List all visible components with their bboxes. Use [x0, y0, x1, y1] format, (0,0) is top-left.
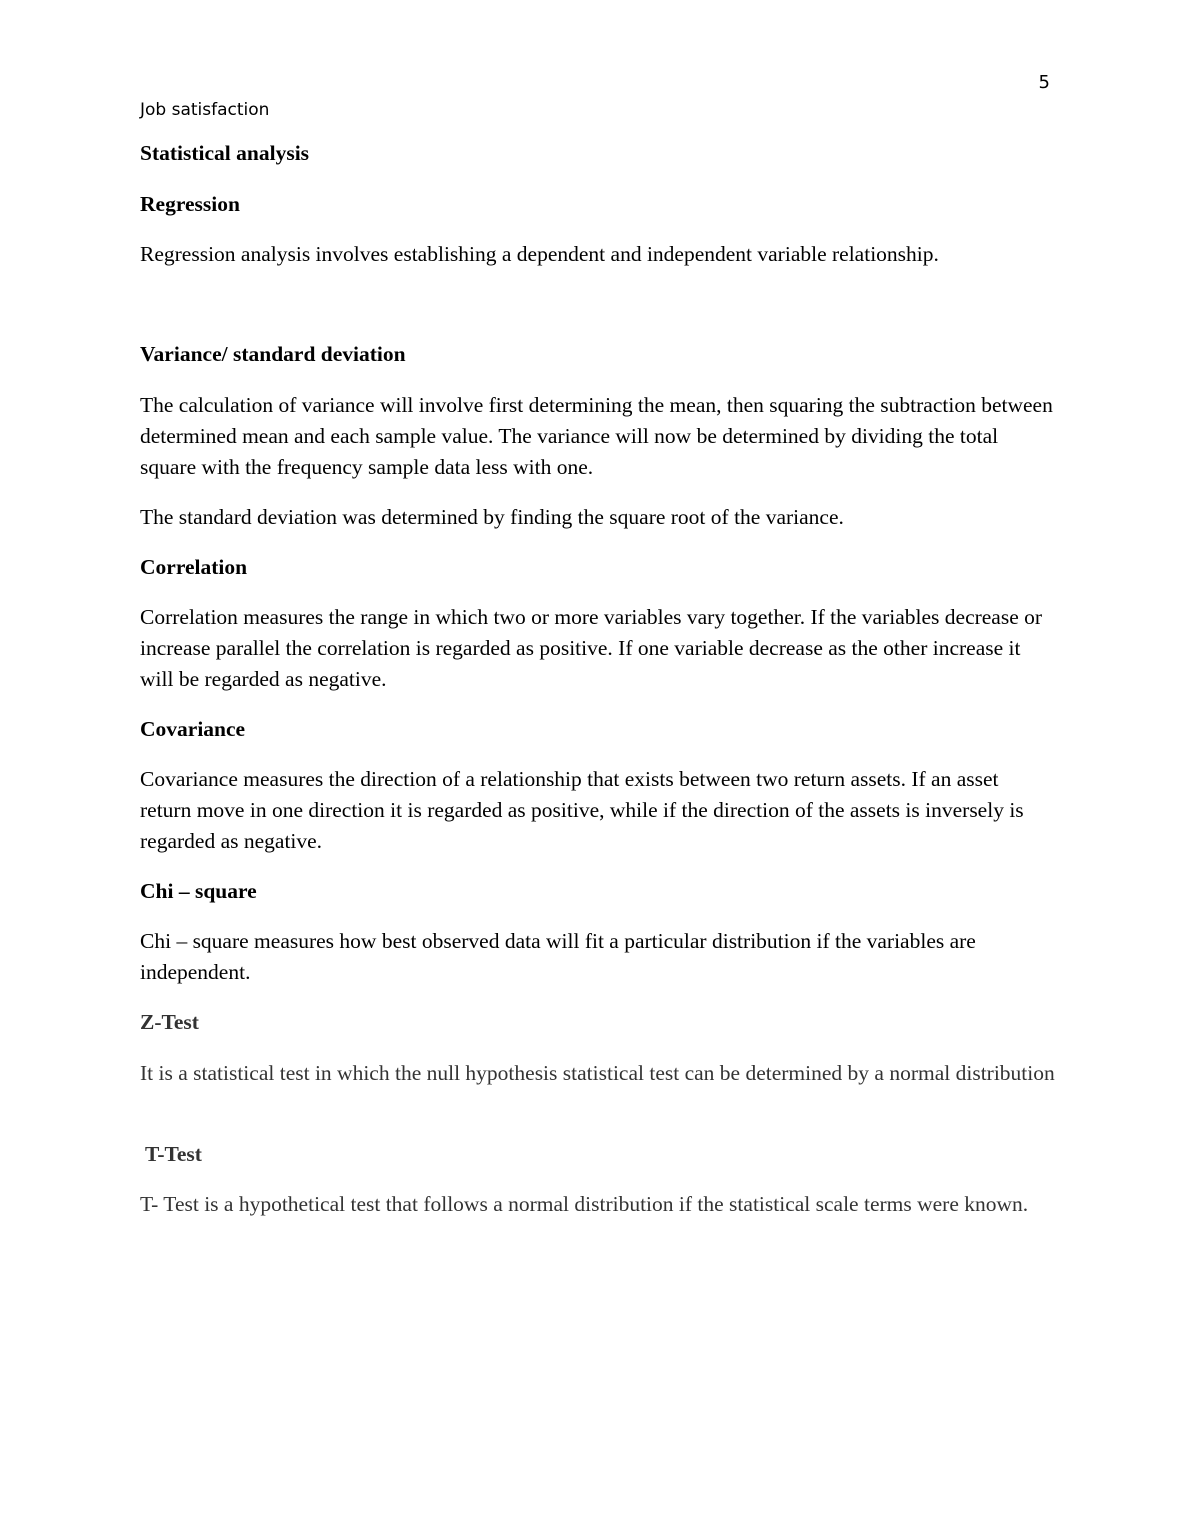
variance-paragraph: The calculation of variance will involve first determining the mean, then squaring the subtraction between determined mean and each sample value. The variance will now be determined by dividing the total square with the frequency sample data less with one. — [140, 393, 1053, 479]
correlation-paragraph: Correlation measures the range in which two or more variables vary together. If the variables decrease or increase parallel the correlation is regarded as positive. If one variable decrease as the other increase it will be regarded as negative. — [140, 605, 1043, 691]
statistical-analysis-heading: Statistical analysis — [140, 141, 310, 165]
standard-deviation-paragraph: The standard deviation was determined by finding the square root of the variance. — [140, 505, 844, 529]
chi-square-paragraph: Chi – square measures how best observed data will fit a particular distribution if the variables are independent. — [140, 929, 976, 984]
running-header: Job satisfaction — [140, 100, 270, 120]
regression-paragraph: Regression analysis involves establishing a dependent and independent variable relationship. — [140, 242, 939, 266]
regression-heading: Regression — [140, 192, 240, 216]
page-number: 5 — [1038, 72, 1050, 93]
covariance-paragraph: Covariance measures the direction of a relationship that exists between two return assets. If an asset return move in one direction it is regarded as positive, while if the direction of the assets is inversely is regarded as negative. — [140, 767, 1024, 853]
z-test-heading: Z-Test — [140, 1010, 199, 1034]
chi-square-heading: Chi – square — [140, 879, 257, 903]
covariance-heading: Covariance — [140, 717, 246, 741]
t-test-paragraph: T- Test is a hypothetical test that follows a normal distribution if the statistical scale terms were known. — [140, 1192, 1029, 1216]
z-test-paragraph: It is a statistical test in which the null hypothesis statistical test can be determined by a normal distribution — [140, 1061, 1055, 1085]
variance-heading: Variance/ standard deviation — [140, 342, 406, 366]
correlation-heading: Correlation — [140, 555, 248, 579]
t-test-heading: T-Test — [140, 1142, 202, 1166]
